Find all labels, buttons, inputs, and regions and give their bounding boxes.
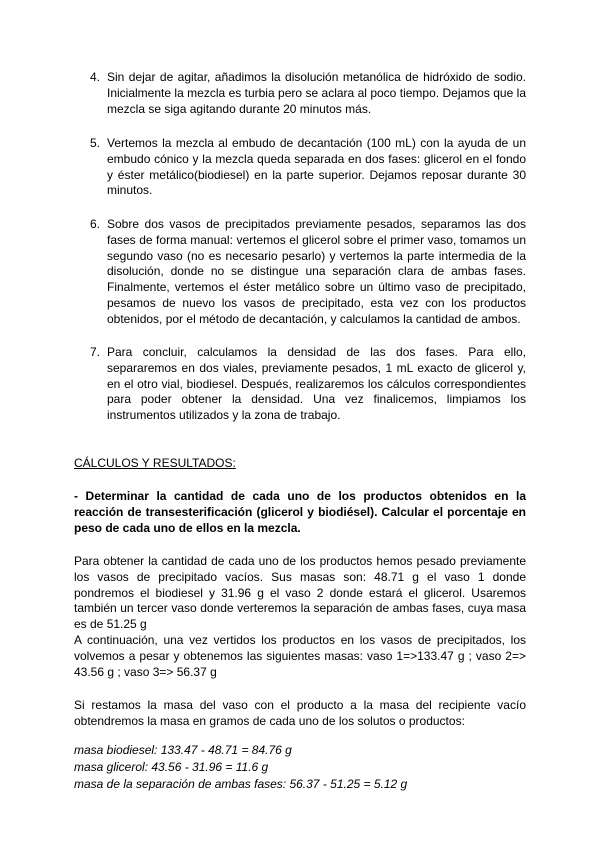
list-item-6 (90, 217, 526, 328)
list-text: Para concluir, calculamos la densidad de las dos fases. Para ello, separaremos en dos viales, previamente pesados, 1 mL exacto de glicerol y, en el otro vial, biodiesel. Después, realizaremos los cálculos correspondientes para poder obtener la densidad. Una vez finalicemos, limpiamos los instrumentos utilizados y la zona de trabajo. (107, 345, 526, 423)
list-number: 4. (90, 70, 101, 84)
list-text: Vertemos la mezcla al embudo de decantación (100 mL) con la ayuda de un embudo cónico y la mezcla queda separada en dos fases: glicerol en el fondo y éster metálico(biodiesel) en la parte superior. Dejamos reposar durante 30 minutos. (107, 136, 526, 198)
formula-biodiesel: masa biodiesel: 133.47 - 48.71 = 84.76 g (74, 743, 292, 757)
list-item-4 (90, 70, 526, 117)
list-number: 5. (90, 136, 101, 150)
paragraph-masses-empty: Para obtener la cantidad de cada uno de los productos hemos pesado previamente los vasos de precipitado vacíos. Sus masas son: 48.71 g el vaso 1 donde pondremos el biodiesel y 31.96 g el vaso 2 donde estará el glicerol. Usaremos también un tercer vaso donde verteremos la separación de ambas fases, cuya masa es de 51.25 g (74, 554, 526, 632)
list-item-5 (90, 136, 526, 199)
task-statement: - Determinar la cantidad de cada uno de los productos obtenidos en la reacción de transesterificación (glicerol y biodiésel). Calcular el porcentaje en peso de cada uno de ellos en la mezcla. (74, 489, 526, 535)
paragraph-masses-full: A continuación, una vez vertidos los productos en los vasos de precipitados, los volvemos a pesar y obtenemos las siguientes masas: vaso 1=>133.47 g ; vaso 2=> 43.56 g ; vaso 3=> 56.37 g (74, 633, 526, 679)
list-text: Sin dejar de agitar, añadimos la disolución metanólica de hidróxido de sodio. Inicialmente la mezcla es turbia pero se aclara al poco tiempo. Dejamos que la mezcla se siga agitando durante 20 minutos más. (107, 70, 526, 116)
list-number: 7. (90, 345, 101, 359)
formula-separacion: masa de la separación de ambas fases: 56.37 - 51.25 = 5.12 g (74, 777, 408, 791)
paragraph-subtraction: Si restamos la masa del vaso con el producto a la masa del recipiente vacío obtendremos la masa en gramos de cada uno de los solutos o productos: (74, 698, 526, 728)
list-item-7 (90, 345, 526, 424)
list-text: Sobre dos vasos de precipitados previamente pesados, separamos las dos fases de forma manual: vertemos el glicerol sobre el primer vaso, tomamos un segundo vaso (no es necesario pesarlo) y vertemos la parte intermedia de la disolución, donde no se distingue una separación clara de ambas fases. Finalmente, vertemos el éster metálico sobre un último vaso de precipitado, pesamos de nuevo los vasos de precipitado, esta vez con los productos obtenidos, por el método de decantación, y calculamos la cantidad de ambos. (107, 217, 526, 326)
list-number: 6. (90, 217, 101, 231)
section-heading: CÁLCULOS Y RESULTADOS: (74, 456, 236, 470)
formula-glicerol: masa glicerol: 43.56 - 31.96 = 11.6 g (74, 760, 269, 774)
